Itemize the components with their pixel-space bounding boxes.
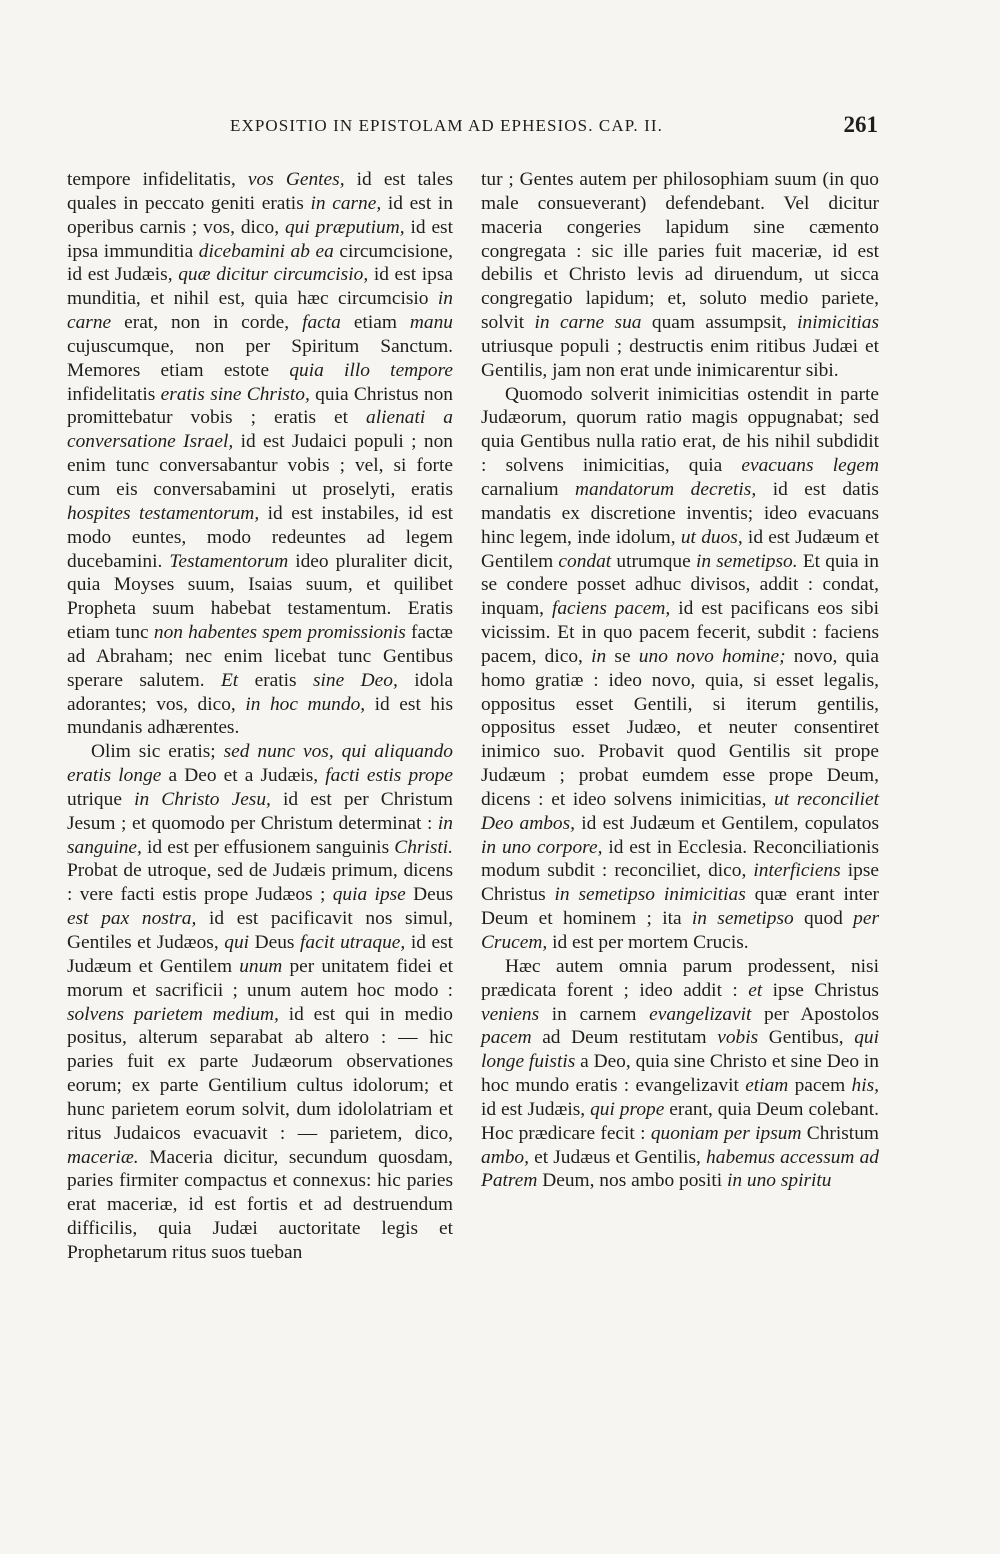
- italic-segment: habemus accessum ad Patrem: [481, 1146, 879, 1192]
- italic-segment: quoniam per ipsum: [650, 1122, 802, 1144]
- italic-segment: eratis sine Christo,: [160, 383, 310, 405]
- text-segment: a Deo, quia sine Christo et sine Deo in hoc mundo eratis : evangelizavit: [481, 1051, 879, 1097]
- italic-segment: in semetipso.: [695, 550, 798, 572]
- italic-segment: mandatorum decretis,: [575, 478, 757, 500]
- italic-segment: qui prope: [590, 1098, 665, 1120]
- italic-segment: quæ dicitur circumcisio,: [178, 264, 369, 286]
- text-segment: utriusque populi ; destructis enim ritibus Judæi et Gentilis, jam non erat unde inimicarentur sibi.: [481, 335, 879, 381]
- text-segment: id est pacificans eos sibi vicissim. Et in quo pacem fecerit, subdit : faciens pacem, dico,: [481, 598, 879, 667]
- text-segment: Olim sic eratis;: [91, 741, 224, 763]
- text-segment: carnalium: [481, 478, 576, 500]
- text-segment: Deus: [405, 884, 453, 906]
- text-segment: id est Judaici populi ; non enim tunc conversabantur vobis ; vel, si forte cum eis conversabamini ut proselyti, eratis: [67, 431, 453, 500]
- italic-segment: sine Deo,: [313, 669, 398, 691]
- text-segment: utrumque: [611, 550, 696, 572]
- text-segment: id est per mortem Crucis.: [547, 932, 749, 953]
- text-segment: ipse Christus: [481, 860, 879, 906]
- text-segment: cujuscumque, non per Spiritum Sanctum. Memores etiam estote: [67, 335, 453, 381]
- italic-segment: faciens pacem,: [551, 598, 671, 620]
- italic-segment: ut reconciliet Deo ambos,: [481, 788, 879, 834]
- text-segment: eratis: [238, 669, 313, 691]
- italic-segment: facit utraque,: [300, 932, 406, 953]
- italic-segment: vos Gentes,: [247, 169, 345, 190]
- italic-segment: qui longe fuistis: [481, 1027, 880, 1073]
- text-segment: Christum: [801, 1122, 879, 1144]
- italic-segment: dicebamini ab ea: [198, 240, 334, 262]
- text-segment: id est in operibus carnis ; vos, dico,: [67, 192, 453, 238]
- italic-segment: in uno spiritu: [726, 1170, 832, 1192]
- italic-segment: quia ipse: [332, 884, 406, 906]
- text-segment: erat, non in corde,: [111, 312, 303, 334]
- text-segment: id est tales quales in peccato geniti eratis: [67, 169, 453, 214]
- italic-segment: Christi.: [394, 836, 453, 858]
- text-segment: id est per effusionem sanguinis: [141, 836, 395, 858]
- text-segment: id est ipsa immunditia: [67, 216, 453, 262]
- text-segment: Deum, nos ambo positi: [537, 1170, 727, 1192]
- text-segment: tempore infidelitatis,: [67, 169, 248, 190]
- italic-segment: ambo,: [481, 1146, 529, 1168]
- italic-segment: in semetipso inimicitias: [554, 884, 746, 906]
- running-title: EXPOSITIO IN EPISTOLAM AD EPHESIOS. CAP. II.: [230, 116, 663, 135]
- italic-segment: uno novo homine;: [638, 645, 786, 667]
- text-segment: infidelitatis: [67, 383, 161, 405]
- italic-segment: facti estis prope: [325, 765, 453, 787]
- italic-segment: ut duos,: [680, 526, 743, 548]
- text-segment: ideo pluraliter dicit, quia Moyses suum, Isaias suum, et quilibet Propheta suum habebat testamentum. Eratis etiam tunc: [67, 550, 454, 644]
- text-segment: factæ ad Abraham; nec enim licebat tunc Gentibus sperare salutem.: [67, 622, 453, 691]
- text-segment: id est pacificavit nos simul, Gentiles et Judæos,: [67, 908, 453, 953]
- text-segment: idola adorantes; vos, dico,: [67, 669, 453, 715]
- text-segment: tur ; Gentes autem per philosophiam suum (in quo male consueverant) defendebant. Vel dicitur maceria congeries lapidum sine cæmento congregata : sic ille paries fuit maceriæ, id est debilis et Christo levis ad diruendum, ut sicca congregatio lapidum; et, soluto medio pariete, solvit: [481, 169, 879, 334]
- italic-segment: unum: [239, 955, 283, 977]
- paragraph: [67, 740, 453, 1265]
- text-segment: novo, quia homo gratiæ : ideo novo, quia, si esset legalis, oppositus esset Gentili, si iterum gentilis, oppositus esset Judæo, et neuter consentiret inimico suo. Probavit quod Gentilis sit prope Judæum ; probat eumdem esse prope Deum, dicens : et ideo solvens inimicitias,: [481, 645, 879, 810]
- italic-segment: his,: [851, 1075, 879, 1097]
- text-segment: se: [606, 645, 639, 667]
- italic-segment: in carne sua: [534, 312, 642, 334]
- text-segment: utrique: [67, 788, 135, 810]
- italic-segment: condat: [558, 550, 612, 572]
- text-segment: Et quia in se condere posset adhuc divisos, addit : condat, inquam,: [481, 550, 879, 620]
- italic-segment: hospites testamentorum,: [67, 502, 260, 524]
- italic-segment: evacuans legem: [741, 455, 879, 477]
- text-segment: et Judæus et Gentilis,: [528, 1146, 707, 1168]
- italic-segment: solvens parietem medium,: [67, 1003, 279, 1025]
- italic-segment: sed nunc vos, qui aliquando eratis longe: [67, 741, 453, 787]
- italic-segment: maceriæ.: [67, 1146, 139, 1168]
- text-segment: id est in Ecclesia. Reconciliationis modum subdit : reconciliet, dico,: [481, 836, 879, 882]
- text-segment: id est his mundanis adhærentes.: [67, 693, 453, 739]
- italic-segment: interficiens: [753, 860, 841, 882]
- italic-segment: in hoc mundo,: [245, 693, 366, 715]
- text-segment: in carnem: [539, 1003, 650, 1025]
- text-segment: quod: [793, 908, 854, 930]
- right-column: [481, 168, 879, 1193]
- text-segment: id est Judæis,: [481, 1098, 591, 1120]
- text-segment: id est qui in medio positus, alterum separabat ab altero : — hic paries fuit ex parte Judæorum observationes eorum; ex parte Gentilium cultus idolorum; et hunc parietem eorum solvit, dum idololatriam et ritus Judaicos evacuavit : — parietem, dico,: [67, 1003, 453, 1144]
- italic-segment: etiam: [745, 1075, 789, 1097]
- text-segment: Deus: [249, 932, 301, 953]
- italic-segment: in Christo Jesu,: [134, 788, 271, 810]
- text-segment: Quomodo solverit inimicitias ostendit in parte Judæorum, quorum ratio magis oppugnabat; sed quia Gentibus nulla ratio erat, de his nihil subdidit : solvens inimicitias, quia: [481, 383, 879, 477]
- italic-segment: et: [748, 979, 763, 1001]
- text-segment: quam assumpsit,: [641, 312, 798, 334]
- italic-segment: in carne: [67, 288, 453, 334]
- italic-segment: qui præputium,: [284, 216, 405, 238]
- text-segment: id est instabiles, id est modo euntes, modo redeuntes ad legem ducebamini.: [67, 502, 454, 572]
- italic-segment: est pax nostra,: [67, 908, 197, 930]
- text-segment: per unitatem fidei et morum et sacrificii ; unum autem hoc modo :: [67, 955, 453, 1001]
- italic-segment: per Crucem,: [481, 908, 879, 953]
- paragraph: [481, 955, 879, 1193]
- italic-segment: vobis: [717, 1027, 759, 1049]
- text-segment: id est Judæum et Gentilem: [67, 932, 454, 977]
- text-segment: Probat de utroque, sed de Judæis primum, dicens : vere facti estis prope Judæos ;: [67, 860, 453, 906]
- italic-segment: qui: [224, 932, 250, 953]
- text-segment: Hæc autem omnia parum prodessent, nisi prædicata forent ; ideo addit :: [481, 955, 879, 1001]
- text-segment: id est ipsa munditia, et nihil est, quia hæc circumcisio: [67, 264, 453, 310]
- italic-segment: pacem: [481, 1027, 532, 1049]
- text-segment: per Apostolos: [751, 1003, 879, 1025]
- text-segment: Gentibus,: [758, 1027, 855, 1049]
- italic-segment: facta: [302, 312, 341, 334]
- italic-segment: quia illo tempore: [289, 359, 453, 381]
- italic-segment: alienati a conversatione Israel,: [67, 407, 453, 453]
- italic-segment: in uno corpore,: [481, 836, 603, 858]
- italic-segment: Testamentorum: [169, 550, 289, 572]
- italic-segment: in sanguine,: [67, 812, 453, 858]
- text-segment: circumcisione, id est Judæis,: [67, 240, 453, 286]
- page-header: [230, 112, 878, 140]
- italic-segment: non habentes spem promissionis: [153, 622, 406, 644]
- text-segment: id est per Christum Jesum ; et quomodo per Christum determinat :: [67, 788, 453, 834]
- text-segment: pacem: [788, 1075, 852, 1097]
- text-segment: id est Judæum et Gentilem, copulatos: [575, 812, 880, 834]
- paragraph: [481, 383, 879, 955]
- italic-segment: in semetipso: [691, 908, 794, 930]
- text-segment: Maceria dicitur, secundum quosdam, paries firmiter compactus et connexus: hic paries erat maceriæ, id est fortis et ad destruendum difficilis, quia Judæi auctoritate legis et Prophetarum ritus suos tueban: [67, 1146, 453, 1263]
- text-segment: erant, quia Deum colebant. Hoc prædicare fecit :: [481, 1098, 879, 1144]
- text-segment: ipse Christus: [762, 979, 879, 1001]
- left-column: [67, 168, 453, 1265]
- text-segment: ad Deum restitutam: [531, 1027, 718, 1049]
- text-segment: a Deo et a Judæis,: [161, 765, 326, 787]
- text-segment: quia Christus non promittebatur vobis ; eratis et: [67, 383, 453, 429]
- italic-segment: veniens: [481, 1003, 540, 1025]
- text-segment: id est datis mandatis ex discretione inventis; ideo evacuans hinc legem, inde idolum,: [481, 478, 879, 548]
- text-segment: id est Judæum et Gentilem: [481, 526, 879, 572]
- text-segment: quæ erant inter Deum et hominem ; ita: [481, 884, 880, 930]
- text-segment: etiam: [340, 312, 410, 334]
- italic-segment: inimicitias: [797, 312, 880, 334]
- paragraph: [481, 168, 879, 383]
- italic-segment: in carne,: [310, 192, 382, 214]
- paragraph: [67, 168, 453, 740]
- page-number: 261: [843, 112, 878, 137]
- italic-segment: in: [591, 645, 607, 667]
- italic-segment: evangelizavit: [649, 1003, 752, 1025]
- italic-segment: manu: [409, 312, 453, 334]
- italic-segment: Et: [220, 669, 239, 691]
